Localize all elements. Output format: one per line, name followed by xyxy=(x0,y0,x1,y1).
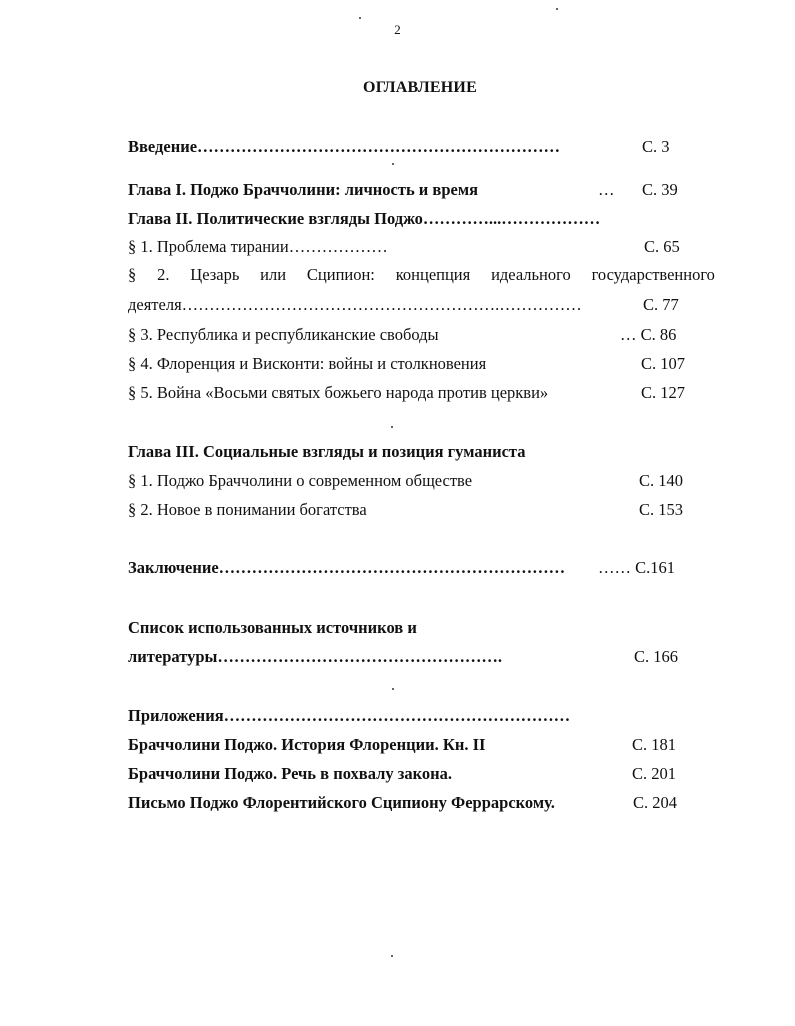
toc-section-2-5-page: С. 127 xyxy=(641,383,686,402)
toc-word: государственного xyxy=(591,265,715,284)
toc-word: Цезарь xyxy=(190,265,240,284)
page-title: ОГЛАВЛЕНИЕ xyxy=(363,79,477,96)
toc-section-3-1[interactable]: § 1. Поджо Браччолини о современном обществе xyxy=(128,471,473,490)
toc-sources-page: С. 166 xyxy=(634,647,679,666)
scan-speck xyxy=(391,955,393,957)
toc-section-2-2[interactable] xyxy=(128,265,715,285)
toc-word: Сципион: xyxy=(306,265,375,284)
toc-chapter-3[interactable]: Глава III. Социальные взгляды и позиция гуманиста xyxy=(128,442,526,461)
toc-section-2-2-page: С. 77 xyxy=(643,295,679,314)
toc-appendix-2-page: С. 201 xyxy=(632,764,677,783)
toc-section-3-2-page: С. 153 xyxy=(639,500,684,519)
toc-appendix-3[interactable]: Письмо Поджо Флорентийского Сципиону Феррарскому. xyxy=(128,793,555,812)
toc-appendix[interactable]: Приложения……………………………………………………… xyxy=(128,706,571,725)
toc-section-2-1-page: С. 65 xyxy=(644,237,680,256)
toc-chapter-1-page: С. 39 xyxy=(642,180,678,199)
toc-section-3-2[interactable]: § 2. Новое в понимании богатства xyxy=(128,500,367,519)
toc-sources-line-2[interactable]: литературы……………………………………………. xyxy=(128,647,503,666)
toc-appendix-3-page: С. 204 xyxy=(633,793,678,812)
toc-word: § xyxy=(128,265,137,284)
toc-section-3-1-page: С. 140 xyxy=(639,471,684,490)
toc-section-2-4-page: С. 107 xyxy=(641,354,686,373)
toc-appendix-1[interactable]: Браччолини Поджо. История Флоренции. Кн. II xyxy=(128,735,486,754)
toc-sources-line-1[interactable]: Список использованных источников и xyxy=(128,618,417,637)
scan-speck xyxy=(556,8,558,10)
toc-chapter-1[interactable]: Глава I. Поджо Браччолини: личность и время xyxy=(128,180,479,199)
toc-appendix-2[interactable]: Браччолини Поджо. Речь в похвалу закона. xyxy=(128,764,453,783)
scan-speck xyxy=(391,426,393,428)
toc-conclusion[interactable]: Заключение……………………………………………………… xyxy=(128,558,566,577)
scan-speck xyxy=(392,688,394,690)
toc-section-2-4[interactable]: § 4. Флоренция и Висконти: войны и столкновения xyxy=(128,354,487,373)
toc-word: концепция xyxy=(395,265,471,284)
toc-word: 2. xyxy=(157,265,170,284)
toc-word: или xyxy=(260,265,287,284)
toc-intro-page: С. 3 xyxy=(642,137,670,156)
toc-section-2-2-cont[interactable]: деятеля………………………………………………….…………… xyxy=(128,295,582,314)
scan-speck xyxy=(359,17,361,19)
toc-chapter-2[interactable]: Глава II. Политические взгляды Поджо…………...……………… xyxy=(128,209,601,228)
toc-intro[interactable]: Введение………………………………………………………… xyxy=(128,137,561,156)
toc-conclusion-page: …… С.161 xyxy=(598,558,676,577)
toc-section-2-1[interactable]: § 1. Проблема тирании……………… xyxy=(128,237,388,256)
toc-section-2-3[interactable]: § 3. Республика и республиканские свободы xyxy=(128,325,439,344)
page-number: 2 xyxy=(394,22,401,37)
toc-section-2-5[interactable]: § 5. Война «Восьми святых божьего народа против церкви» xyxy=(128,383,549,402)
toc-chapter-1-dots: … xyxy=(598,180,615,199)
toc-word: идеального xyxy=(491,265,571,284)
scan-speck xyxy=(392,163,394,165)
toc-appendix-1-page: С. 181 xyxy=(632,735,677,754)
toc-section-2-3-page: … С. 86 xyxy=(620,325,677,344)
